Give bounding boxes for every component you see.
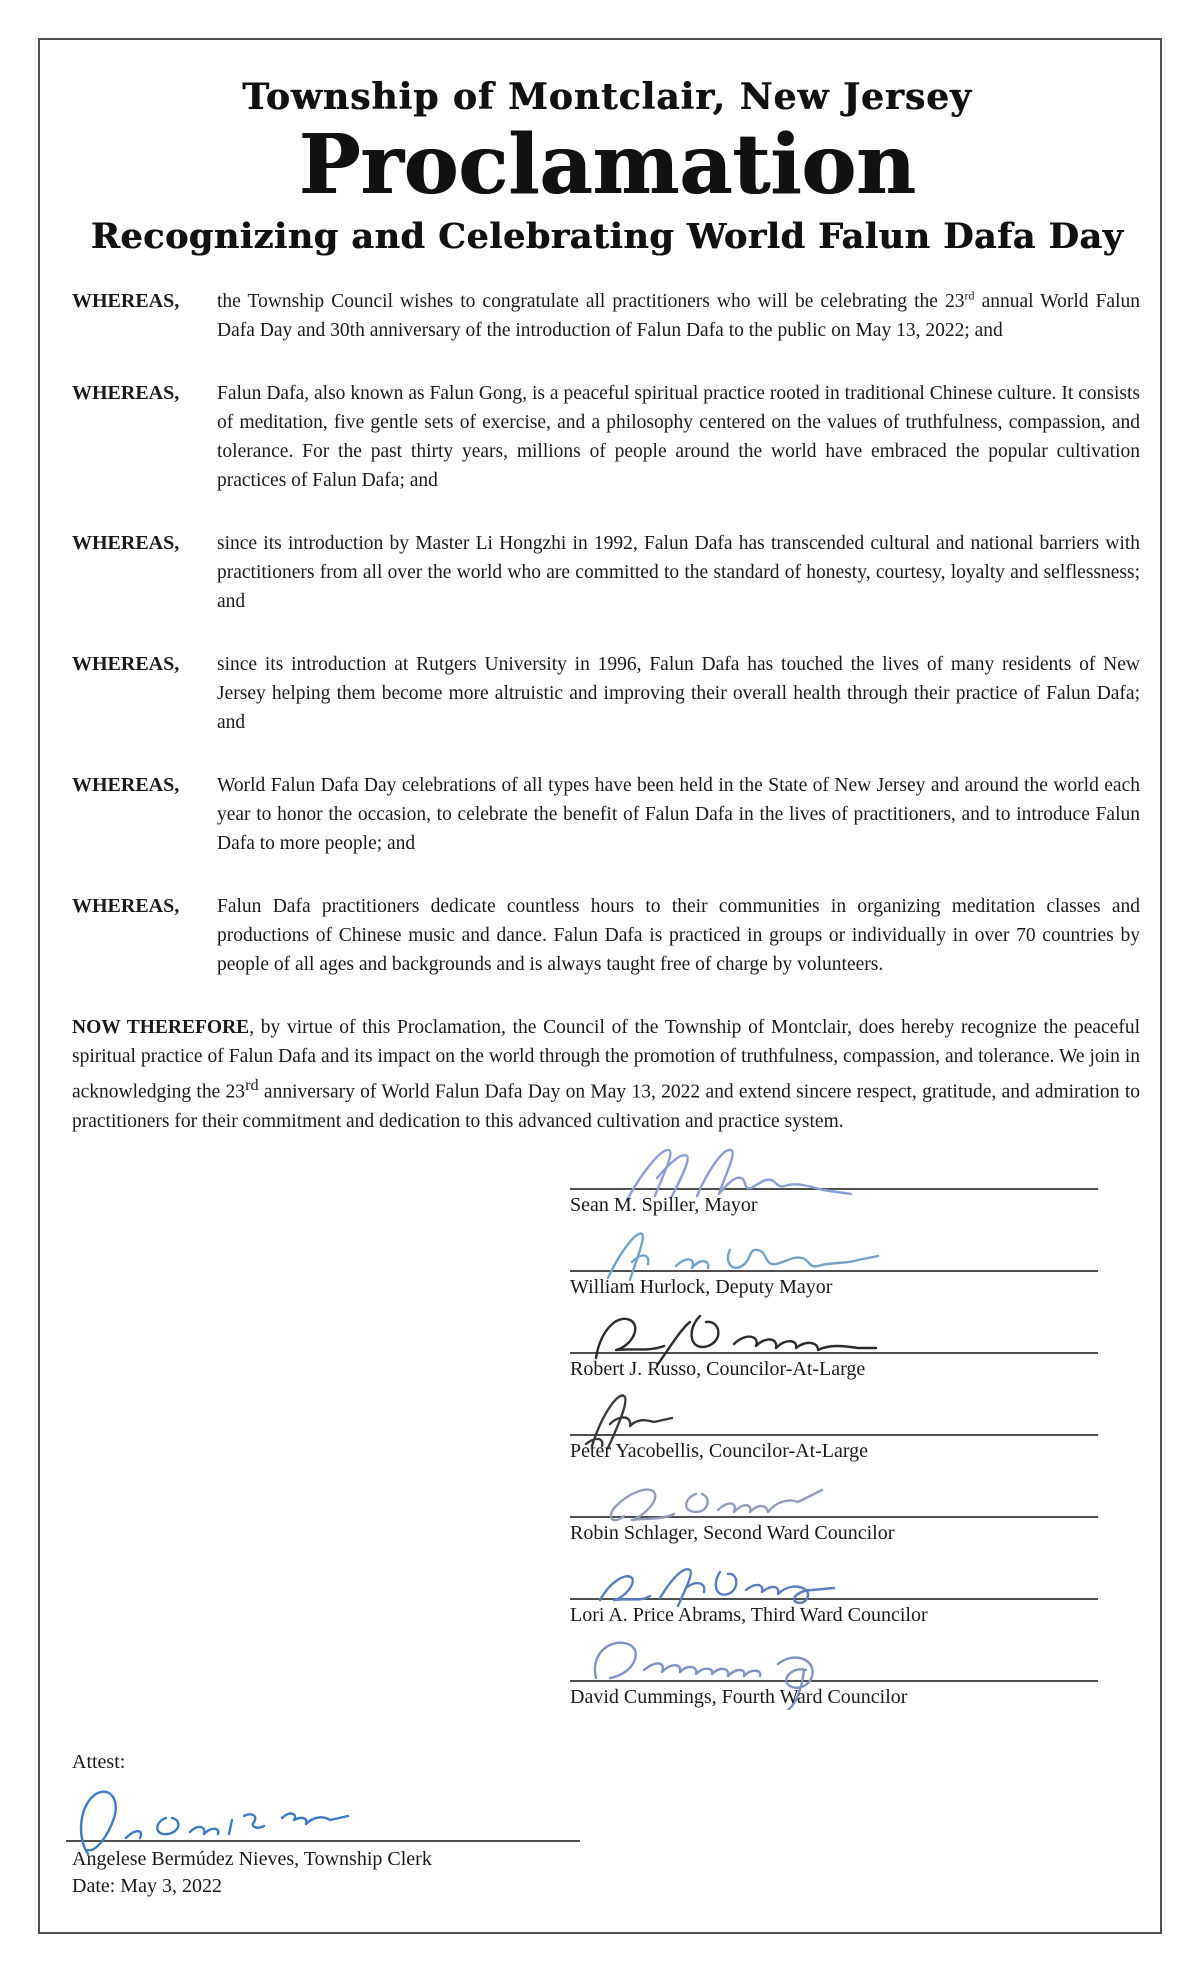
ordinal-superscript: rd bbox=[964, 288, 975, 303]
signature-row-third-ward bbox=[570, 1552, 1098, 1627]
whereas-text: since its introduction by Master Li Hongzhi in 1992, Falun Dafa has transcended cultural and national barriers with practitioners from all over the world who are committed to the standard of honesty, courtesy, loyalty and selflessness; and bbox=[217, 533, 1140, 613]
attest-signature-line bbox=[66, 1840, 580, 1842]
attest-label: Attest: bbox=[72, 1750, 126, 1773]
signature-line bbox=[570, 1680, 1098, 1682]
signer-name: Robin Schlager, Second Ward Councilor bbox=[570, 1521, 895, 1544]
signer-name: Robert J. Russo, Councilor-At-Large bbox=[570, 1357, 866, 1380]
document-header bbox=[72, 76, 1142, 257]
signer-name: Lori A. Price Abrams, Third Ward Councilor bbox=[570, 1603, 928, 1626]
municipality-heading: Township of Montclair, New Jersey bbox=[242, 76, 972, 118]
signer-name: Peter Yacobellis, Councilor-At-Large bbox=[570, 1439, 869, 1462]
attest-block bbox=[72, 1751, 588, 1900]
signature-row-deputy-mayor bbox=[570, 1224, 1098, 1299]
signer-name: William Hurlock, Deputy Mayor bbox=[570, 1275, 833, 1298]
whereas-clause-6 bbox=[72, 892, 1142, 979]
whereas-clause-3 bbox=[72, 529, 1142, 616]
signature-row-mayor bbox=[570, 1142, 1098, 1217]
therefore-text-segment: anniversary of World Falun Dafa Day on May 13, 2022 and extend sincere respect, gratitude, and admiration to practitioners for their commitment and dedication to this advanced cultivation and practice system. bbox=[72, 1081, 1140, 1132]
whereas-label: WHEREAS, bbox=[72, 774, 180, 797]
whereas-clause-2 bbox=[72, 379, 1142, 495]
signature-row-councilor-at-large-2 bbox=[570, 1388, 1098, 1463]
whereas-text bbox=[217, 287, 1142, 345]
ordinal-superscript: rd bbox=[245, 1076, 259, 1095]
whereas-label: WHEREAS, bbox=[72, 382, 180, 405]
signature-line bbox=[570, 1270, 1098, 1272]
whereas-clause-4 bbox=[72, 650, 1142, 737]
whereas-clauses bbox=[72, 287, 1142, 979]
therefore-text-segment: , by virtue of this Proclamation, the Council of the Township of Montclair, does hereby recognize the peaceful spiritual practice of Falun Dafa and its impact on the world through the promotion of truthfulness, compassion, and tolerance. We join in acknowledging the 23 bbox=[72, 1017, 1141, 1103]
whereas-label: WHEREAS, bbox=[72, 532, 180, 555]
whereas-clause-5 bbox=[72, 771, 1142, 858]
signature-line bbox=[570, 1598, 1098, 1600]
signature-row-fourth-ward bbox=[570, 1634, 1098, 1709]
clause-text-segment: the Township Council wishes to congratulate all practitioners who will be celebrating the 23 bbox=[217, 291, 965, 313]
whereas-text: Falun Dafa, also known as Falun Gong, is a peaceful spiritual practice rooted in traditional Chinese culture. It consists of meditation, five gentle sets of exercise, and a philosophy centered on the values of truthfulness, compassion, and tolerance. For the past thirty years, millions of people around the world have embraced the popular cultivation practices of Falun Dafa; and bbox=[217, 383, 1140, 492]
signature-row-councilor-at-large-1 bbox=[570, 1306, 1098, 1381]
signature-block bbox=[570, 1142, 1098, 1709]
now-therefore-paragraph bbox=[72, 1013, 1142, 1136]
whereas-text: since its introduction at Rutgers University in 1996, Falun Dafa has touched the lives of many residents of New Jersey helping them become more altruistic and improving their overall health through their practice of Falun Dafa; and bbox=[217, 654, 1140, 734]
whereas-label: WHEREAS, bbox=[72, 290, 180, 313]
now-therefore-lead: NOW THEREFORE bbox=[72, 1017, 250, 1039]
signature-row-second-ward bbox=[570, 1470, 1098, 1545]
signer-name: David Cummings, Fourth Ward Councilor bbox=[570, 1685, 908, 1708]
signature-line bbox=[570, 1352, 1098, 1354]
whereas-clause-1 bbox=[72, 287, 1142, 345]
signature-line bbox=[570, 1188, 1098, 1190]
signature-line bbox=[570, 1434, 1098, 1436]
whereas-label: WHEREAS, bbox=[72, 895, 180, 918]
whereas-label: WHEREAS, bbox=[72, 653, 180, 676]
whereas-text: Falun Dafa practitioners dedicate countless hours to their communities in organizing meditation classes and productions of Chinese music and dance. Falun Dafa is practiced in groups or individually in over 70 countries by people of all ages and backgrounds and is always taught free of charge by volunteers. bbox=[217, 896, 1140, 976]
signer-name: Sean M. Spiller, Mayor bbox=[570, 1193, 758, 1216]
proclamation-title: Proclamation bbox=[298, 117, 916, 213]
whereas-text: World Falun Dafa Day celebrations of all types have been held in the State of New Jersey and around the world each year to honor the occasion, to celebrate the benefit of Falun Dafa in the lives of practitioners, and to introduce Falun Dafa to more people; and bbox=[217, 775, 1140, 855]
clause-text-segment: annual World Falun Dafa Day and 30th anniversary of the introduction of Falun Dafa to the public on May 13, 2022; and bbox=[217, 291, 1140, 342]
proclamation-document bbox=[38, 38, 1162, 1934]
proclamation-subtitle: Recognizing and Celebrating World Falun Dafa Day bbox=[90, 216, 1124, 258]
attest-date: Date: May 3, 2022 bbox=[72, 1874, 222, 1897]
clerk-name: Angelese Bermúdez Nieves, Township Clerk bbox=[72, 1847, 432, 1870]
